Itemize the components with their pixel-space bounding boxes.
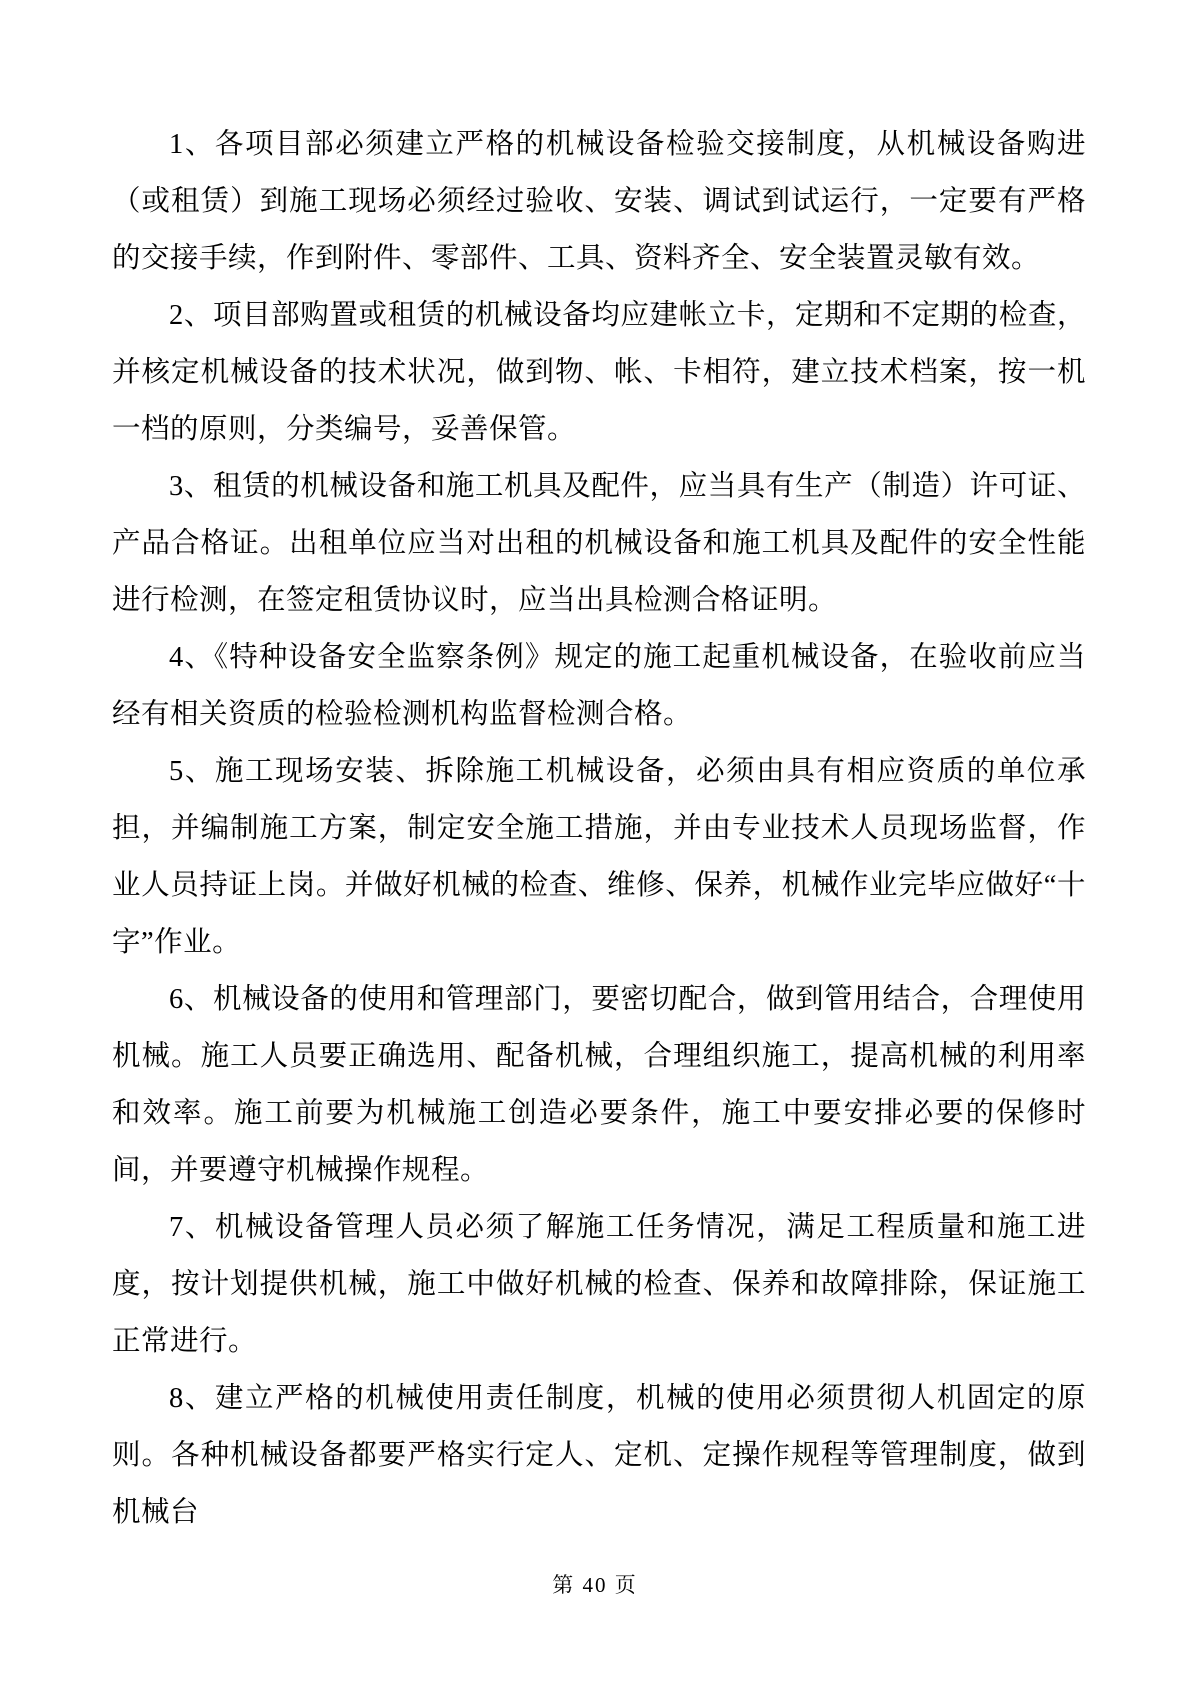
- paragraph-5: 5、施工现场安装、拆除施工机械设备，必须由具有相应资质的单位承担，并编制施工方案，制定安全施工措施，并由专业技术人员现场监督，作业人员持证上岗。并做好机械的检查、维修、保养，机械作业完毕应做好“十字”作业。: [112, 756, 1086, 958]
- document-body: [112, 116, 1086, 1541]
- paragraph-7: 7、机械设备管理人员必须了解施工任务情况，满足工程质量和施工进度，按计划提供机械，施工中做好机械的检查、保养和故障排除，保证施工正常进行。: [112, 1212, 1086, 1357]
- paragraph-1: 1、各项目部必须建立严格的机械设备检验交接制度，从机械设备购进（或租赁）到施工现场必须经过验收、安装、调试到试运行，一定要有严格的交接手续，作到附件、零部件、工具、资料齐全、安全装置灵敏有效。: [112, 129, 1086, 274]
- paragraph-2: 2、项目部购置或租赁的机械设备均应建帐立卡，定期和不定期的检查，并核定机械设备的技术状况，做到物、帐、卡相符，建立技术档案，按一机一档的原则，分类编号，妥善保管。: [112, 300, 1086, 445]
- paragraph-8: 8、建立严格的机械使用责任制度，机械的使用必须贯彻人机固定的原则。各种机械设备都要严格实行定人、定机、定操作规程等管理制度，做到机械台: [112, 1383, 1086, 1528]
- paragraph-4: 4、《特种设备安全监察条例》规定的施工起重机械设备，在验收前应当经有相关资质的检验检测机构监督检测合格。: [112, 642, 1086, 730]
- paragraph-6: 6、机械设备的使用和管理部门，要密切配合，做到管用结合，合理使用机械。施工人员要正确选用、配备机械，合理组织施工，提高机械的利用率和效率。施工前要为机械施工创造必要条件，施工中要安排必要的保修时间，并要遵守机械操作规程。: [112, 984, 1086, 1186]
- paragraph-3: 3、租赁的机械设备和施工机具及配件，应当具有生产（制造）许可证、产品合格证。出租单位应当对出租的机械设备和施工机具及配件的安全性能进行检测，在签定租赁协议时，应当出具检测合格证明。: [112, 471, 1086, 616]
- page-number-footer: 第 40 页: [552, 1573, 638, 1597]
